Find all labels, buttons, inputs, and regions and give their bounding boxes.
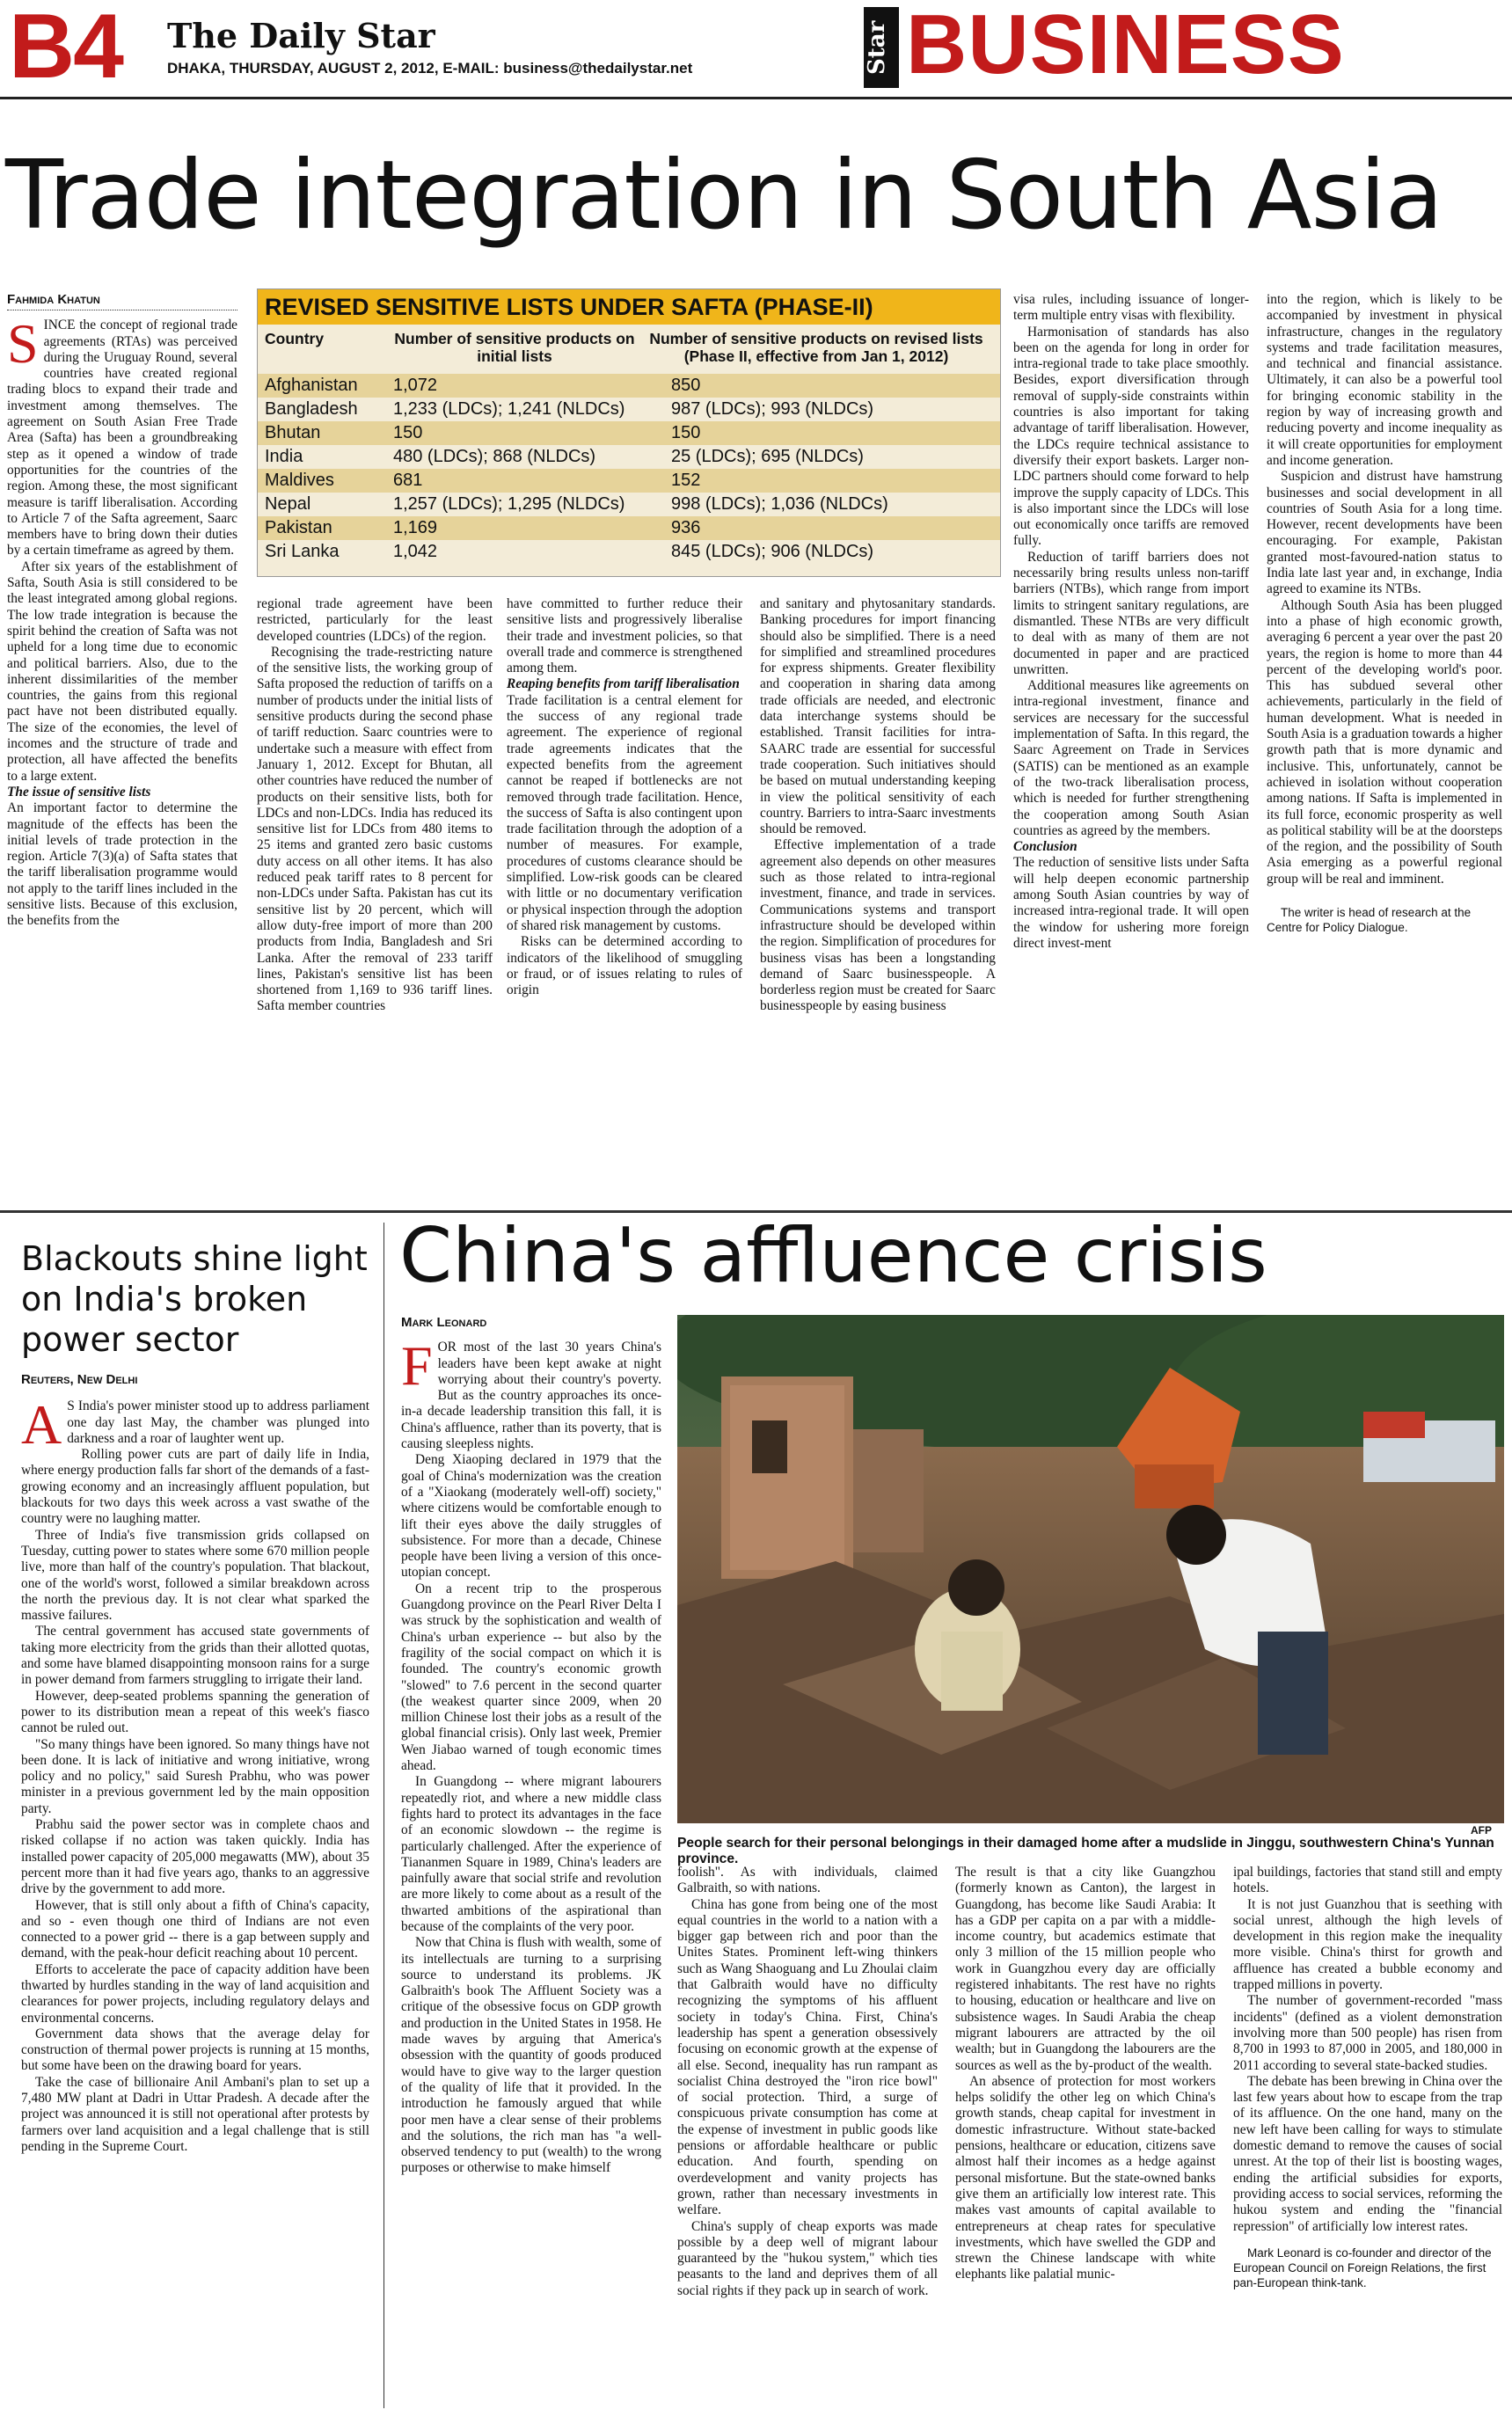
article1-col2 bbox=[257, 596, 493, 1015]
photo-credit: AFP bbox=[1471, 1824, 1492, 1836]
table-row bbox=[258, 516, 1000, 540]
paragraph: In Guangdong -- where migrant labourers repeatedly riot, and where a new middle class fights hard to protect its advantages in the face of an economic slowdown -- the regime is particularly challenged. After the experience of Tiananmen Square in 1989, China's leaders are painfully aware that social strife and revolution are more likely to come about as a result of the thwarted ambitions of the aspirational than because of the complaints of the very poor. bbox=[401, 1774, 661, 1934]
cell-revised: 152 bbox=[671, 471, 701, 490]
paragraph: Efforts to accelerate the pace of capacity addition have been thwarted by hurdles standing in the way of land acquisition and clearances for power projects, including regulatory delays and environmental concerns. bbox=[21, 1961, 369, 2026]
paragraph: An absence of protection for most workers helps solidify the other leg on which China's growth stands, cheap capital for investment in domestic infrastructure. Without state-backed pensions, healthcare or education, citizens save almost half their incomes as a hedge against personal misfortune. But the state-owned banks give them an artificially low interest rate. This makes vast amounts of capital available to entrepreneurs at cheap rates for speculative investments, which have swelled the GDP and strewn the Chinese landscape with white elephants like palatial munic- bbox=[955, 2073, 1216, 2282]
paragraph: Take the case of billionaire Anil Ambani's plan to set up a 7,480 MW plant at Dadri in Uttar Pradesh. A decade after the project was announced it is still not operational after protests by farmers over land acquisition and a legal challenge that is still pending in the Supreme Court. bbox=[21, 2074, 369, 2154]
masthead bbox=[0, 0, 1512, 99]
article1-byline: Fahmida Khatun bbox=[7, 292, 237, 310]
paragraph: have committed to further reduce their sensitive lists and progressively liberalise their trade and investment policies, so that overall trade and commerce is strengthened among them. bbox=[507, 596, 742, 676]
paragraph: However, that is still only about a fifth of China's capacity, and so - even though one third of Indians are not even connected to a power grid -- there is a gap between supply and demand, with the peak-hour deficit reaching about 10 percent. bbox=[21, 1897, 369, 1961]
paragraph: Additional measures like agreements on intra-regional investment, finance and services are necessary for the successful implementation of Safta. In this regard, the Saarc Agreement on Trade in Services (SATIS) can be mentioned as an example of the two-track liberalisation process, which is needed for further strengthening the cooperation among South Asian countries as agreed by the members. bbox=[1013, 678, 1249, 838]
dateline: DHAKA, THURSDAY, AUGUST 2, 2012, E-MAIL: business@thedailystar.net bbox=[167, 60, 693, 77]
cell-country: Nepal bbox=[265, 494, 311, 514]
table-row bbox=[258, 374, 1000, 398]
table-row bbox=[258, 445, 1000, 469]
header-revised: Number of sensitive products on revised lists (Phase II, effective from Jan 1, 2012) bbox=[649, 330, 983, 365]
table-row bbox=[258, 421, 1000, 445]
drop-cap-s: S bbox=[7, 312, 39, 376]
paragraph: Rolling power cuts are part of daily life in India, where energy production falls far short of the demands of a fast-growing economy and an increasingly affluent population, but blackouts for two days this week across a vast swathe of the country were no laughing matter. bbox=[21, 1447, 369, 1527]
subhead: Conclusion bbox=[1013, 839, 1077, 855]
article3-headline: China's affluence crisis bbox=[399, 1212, 1267, 1300]
table-header-row bbox=[258, 325, 1000, 374]
paragraph: The result is that a city like Guangzhou (formerly known as Canton), the largest in Guangdong, has become like Saudi Arabia: It has a GDP per capita on a par with a middle-income country, but academics estimate that only 3 million of the 15 million people who work in Guangzhou every day are officially registered inhabitants. The rest have no rights to housing, education or healthcare and live on subsistence wages. In Saudi Arabia the cheap migrant labourers are attracted by the oil wealth; but in Guangdong the labourers are the sources as well as the by-product of the wealth. bbox=[955, 1865, 1216, 2073]
paragraph: The number of government-recorded "mass incidents" (defined as a violent demonstration involving more than 500 people) has risen from 8,700 in 1993 to 87,000 in 2005, and 180,000 in 2011 according to several state-backed studies. bbox=[1233, 1993, 1502, 2073]
drop-cap-f: F bbox=[401, 1334, 433, 1398]
star-logo: Star bbox=[864, 7, 899, 88]
paragraph: On a recent trip to the prosperous Guangdong province on the Pearl River Delta I was struck by the sophistication and wealth of China's urban experience -- but also by the fragility of the social compact on which it is founded. The country's economic growth "slowed" to 7.6 percent in the second quarter (the weakest quarter since 2009, when 20 million Chinese lost their jobs as a result of the global financial crisis). Only last week, Premier Wen Jiabao warned of tough economic times ahead. bbox=[401, 1581, 661, 1774]
table-row bbox=[258, 469, 1000, 493]
paragraph: China's supply of cheap exports was made possible by a deep well of migrant labour guaranteed by the "hukou system," which ties peasants to the land and deprives them of all social rights if they pack up in search of work. bbox=[677, 2218, 938, 2298]
article2-headline: Blackouts shine light on India's broken power sector bbox=[21, 1239, 368, 1359]
article1-col3 bbox=[507, 596, 742, 998]
header-country: Country bbox=[265, 330, 325, 347]
photo-illustration bbox=[677, 1315, 1504, 1823]
cell-revised: 936 bbox=[671, 518, 701, 537]
cell-country: Afghanistan bbox=[265, 376, 358, 395]
paragraph: INCE the concept of regional trade agreements (RTAs) was perceived during the Uruguay Round, several countries have created regional trading blocs to expand their trade and investment among themselves. The agreement on South Asian Free Trade Area (Safta) has been a groundbreaking step as it opened a window of trade opportunities for the countries of the region. Among these, the most significant measure is tariff liberalisation. According to Article 7 of the Safta agreement, Saarc members have to bring down their duties by a certain timeframe as agreed by them. bbox=[7, 318, 237, 559]
paragraph: and sanitary and phytosanitary standards. Banking procedures for import financing should also be simplified. There is a need for simplified and streamlined procedures for express shipments. Greater flexibility and cooperation in sharing data among trade officials are needed, and electronic data interchange systems should be established. Transit facilities for intra-SAARC trade are essential for successful trade cooperation. Such initiatives should be based on mutual understanding keeping in view the political sensitivity of each country. Barriers to intra-Saarc investments should be removed. bbox=[760, 596, 996, 837]
cell-initial: 1,257 (LDCs); 1,295 (NLDCs) bbox=[393, 494, 625, 514]
mudslide-photo bbox=[677, 1315, 1504, 1823]
drop-cap-a: A bbox=[21, 1393, 62, 1457]
cell-country: Maldives bbox=[265, 471, 334, 490]
paragraph: After six years of the establishment of Safta, South Asia is still considered to be the least integrated among global regions. The low trade integration is because the spirit behind the creation of Safta was not upheld for a long time due to economic and political barriers. Also, due to the inherent dissimilarities of the member countries, the gains from this regional pact have not been distributed equally. The size of the economies, the level of incomes and the structure of trade and protection, all have affected the benefits to a large extent. bbox=[7, 559, 237, 784]
sensitive-lists-table bbox=[257, 288, 1001, 577]
header-initial: Number of sensitive products on initial lists bbox=[394, 330, 635, 365]
subhead: The issue of sensitive lists bbox=[7, 784, 151, 800]
paragraph: ipal buildings, factories that stand still and empty hotels. bbox=[1233, 1865, 1502, 1896]
paragraph: An important factor to determine the magnitude of the effects has been the initial levels of trade protection in the region. Article 7(3)(a) of Safta states that the tariff liberalisation programme would not apply to the tariff lines included in the sensitive lists. Because of this exclusion, the benefits from the bbox=[7, 800, 237, 929]
cell-revised: 850 bbox=[671, 376, 701, 395]
paragraph: China has gone from being one of the most equal countries in the world to a nation with a bigger gap between rich and poor than the Unites States. Prominent left-wing thinkers such as Wang Shaoguang and Lu Zhoulai claim that Galbraith would have no difficulty recognizing the symptoms of his affluent society in today's China. First, China's leadership has spent a generation obsessively focusing on economic growth at the expense of all else. Second, inequality has run rampant as socialist China destroyed the "iron rice bowl" of social protection. Third, a surge of conspicuous private consumption has come at the expense of investment in public goods like pensions or affordable healthcare or public education. And fourth, spending on overdevelopment and vanity projects has grown, rather than necessary investments in welfare. bbox=[677, 1896, 938, 2218]
paragraph: Recognising the trade-restricting nature of the sensitive lists, the working group of Safta proposed the reduction of tariffs on a number of products under the initial lists of sensitive products during the second phase of tariff reduction. Saarc countries were to undertake such a measure with effect from January 1, 2012. Except for Bhutan, all other countries have reduced the number of products on their sensitive lists, both for LDCs and non-LDCs. India has reduced its sensitive list for LDCs from 480 items to 25 items and granted zero basic customs duty access on all other items. It has also reduced peak tariff rates to 8 percent for non-LDCs under Safta. Pakistan has cut its sensitive list by 20 percent, which will allow duty-free import of more than 200 products from India, Bangladesh and Sri Lanka. After the removal of 233 tariff lines, Pakistan's sensitive list has been shortened from 1,169 to 936 tariff lines. Safta member countries bbox=[257, 644, 493, 1014]
paper-name[interactable]: The Daily Star bbox=[167, 16, 435, 55]
paragraph: Although South Asia has been plugged into a phase of high economic growth, averaging 6 percent a year over the past 20 years, the region is home to more than 44 percent of the developing world's poor. This has subdued several other achievements, particularly in the field of human development. What is needed in South Asia is a graduation towards a higher growth path that is more dynamic and inclusive. This, unfortunately, cannot be achieved in isolation without cooperation among nations. If Safta is implemented in its full force, economic prosperity as well as political stability will be at the doorsteps of the region, and the possibility of South Asia emerging as a powerful regional group will be real and imminent. bbox=[1267, 597, 1503, 887]
cell-initial: 1,042 bbox=[393, 542, 438, 561]
paragraph: regional trade agreement have been restricted, particularly for the least developed countries (LDCs) of the region. bbox=[257, 596, 493, 644]
paragraph: Reduction of tariff barriers does not necessarily bring results unless non-tariff barriers (NTBs), which range from import limits to stringent sanitary regulations, are dismantled. These NTBs are very difficult to deal with as many of them are not documented in paper and are practiced unwritten. bbox=[1013, 549, 1249, 677]
article1-headline: Trade integration in South Asia bbox=[5, 141, 1443, 251]
page-number: B4 bbox=[9, 0, 122, 98]
article2-body bbox=[21, 1372, 369, 2155]
article3-col1 bbox=[401, 1315, 661, 2177]
article3-col2 bbox=[677, 1865, 938, 2299]
paragraph: The reduction of sensitive lists under Safta will help deepen economic partnership among South Asian countries by way of increased intra-regional trade. It will open the window for ushering more foreign direct invest-ment bbox=[1013, 855, 1249, 951]
article1-col5 bbox=[1013, 292, 1249, 952]
paragraph: Prabhu said the power sector was in complete chaos and risked collapse if no action was taken quickly. India has installed power capacity of 205,000 megawatts (MW), about 35 percent more than it had five years ago, thanks to an aggressive drive by the government to add more. bbox=[21, 1817, 369, 1897]
column-divider bbox=[383, 1223, 384, 2408]
paragraph: Now that China is flush with wealth, some of its intellectuals are turning to a surprising source to understand its problems. JK Galbraith's book The Affluent Society was a critique of the obsessive focus on GDP growth and production in the United States in 1958. He made waves by arguing that America's obsession with the quantity of goods produced would have to give way to the larger question of the quality of life that it provided. In the introduction he famously argued that while poor men have a clear sense of their problems and the solutions, the rich man has "a well-observed tendency to put (wealth) to the wrong purposes or otherwise to make himself bbox=[401, 1935, 661, 2176]
subhead: Reaping benefits from tariff liberalisation bbox=[507, 676, 740, 692]
paragraph: S India's power minister stood up to address parliament one day last May, the chamber was plunged into darkness and a roar of laughter went up. bbox=[67, 1398, 369, 1446]
paragraph: Risks can be determined according to indicators of the likelihood of smuggling or fraud, or of issues relating to rules of origin bbox=[507, 934, 742, 998]
article1-col4 bbox=[760, 596, 996, 1015]
cell-revised: 150 bbox=[671, 423, 701, 442]
photo-caption: People search for their personal belongings in their damaged home after a mudslide in Jinggu, southwestern China's Yunnan province. bbox=[677, 1836, 1494, 1866]
article3-col4 bbox=[1233, 1865, 1502, 2290]
cell-country: India bbox=[265, 447, 303, 466]
table-row bbox=[258, 493, 1000, 516]
cell-initial: 681 bbox=[393, 471, 423, 490]
cell-country: Bhutan bbox=[265, 423, 321, 442]
cell-country: Bangladesh bbox=[265, 399, 358, 419]
paragraph: Three of India's five transmission grids collapsed on Tuesday, cutting power to states where some 670 million people live, more than half of the country's population. That blackout, one of the world's worst, followed a similar breakdown across the north the previous day. It is not clear what sparked the massive failures. bbox=[21, 1527, 369, 1624]
table-title: REVISED SENSITIVE LISTS UNDER SAFTA (PHASE-II) bbox=[258, 289, 1000, 325]
cell-country: Sri Lanka bbox=[265, 542, 340, 561]
paragraph: Harmonisation of standards has also been on the agenda for long in order for intra-regional trade to take place smoothly. Besides, export diversification through removal of supply-side constraints within countries is also important for taking advantage of tariff liberalisation. However, the LDCs require technical assistance to diversify their export baskets. Larger non-LDC partners should come forward to help improve the supply capacity of LDCs. This is also important since the LDCs will lose out economically once tariffs are removed fully. bbox=[1013, 324, 1249, 549]
cell-revised: 845 (LDCs); 906 (NLDCs) bbox=[671, 542, 874, 561]
cell-initial: 1,169 bbox=[393, 518, 438, 537]
cell-revised: 25 (LDCs); 695 (NLDCs) bbox=[671, 447, 864, 466]
cell-initial: 1,072 bbox=[393, 376, 438, 395]
author-note: The writer is head of research at the Centre for Policy Dialogue. bbox=[1267, 905, 1472, 934]
table-row bbox=[258, 540, 1000, 564]
paragraph: It is not just Guanzhou that is seething with social unrest, although the high levels of development in this region make the inequality more visible. China's thirst for growth and affluence has created a bubble economy and trapped millions in poverty. bbox=[1233, 1896, 1502, 1993]
cell-revised: 998 (LDCs); 1,036 (NLDCs) bbox=[671, 494, 888, 514]
cell-initial: 480 (LDCs); 868 (NLDCs) bbox=[393, 447, 596, 466]
article3-byline: Mark Leonard bbox=[401, 1315, 487, 1330]
paragraph: visa rules, including issuance of longer-term multiple entry visas with flexibility. bbox=[1013, 292, 1249, 324]
cell-initial: 150 bbox=[393, 423, 423, 442]
paragraph: into the region, which is likely to be accompanied by investment in physical infrastructure, changes in the regulatory systems and trade facilitation measures, and technical and financial assistance. Ultimately, it can also be a powerful tool for bringing economic stability in the region by way of increasing growth and reducing poverty and income inequality as it will create opportunities for employment and income generation. bbox=[1267, 292, 1502, 468]
paragraph: Government data shows that the average delay for construction of thermal power projects is running at 15 months, but some have been on the drawing board for years. bbox=[21, 2026, 369, 2074]
author-note: Mark Leonard is co-founder and director of the European Council on Foreign Relations, the first pan-European think-tank. bbox=[1233, 2245, 1492, 2289]
cell-country: Pakistan bbox=[265, 518, 332, 537]
paragraph: However, deep-seated problems spanning the generation of power to its distribution mean a repeat of this week's fiasco cannot be ruled out. bbox=[21, 1688, 369, 1736]
cell-initial: 1,233 (LDCs); 1,241 (NLDCs) bbox=[393, 399, 625, 419]
paragraph: OR most of the last 30 years China's leaders have been kept awake at night worrying about their country's poverty. But as the country approaches its once-in-a decade leadership transition this fall, it is China's affluence, rather than its poverty, that is causing sleepless nights. bbox=[401, 1340, 661, 1452]
paragraph: Suspicion and distrust have hamstrung businesses and social development in all countries of South Asia for a long time. However, recent developments have been encouraging. For example, Pakistan granted most-favoured-nation status to India late last year and, in exchange, India agreed to examine its NTBs. bbox=[1267, 469, 1502, 597]
section-title: BUSINESS bbox=[906, 0, 1345, 91]
article2-byline: Reuters, New Delhi bbox=[21, 1372, 138, 1387]
paragraph: The debate has been brewing in China over the last few years about how to escape from the trap of its affluence. On the one hand, many on the new left have been calling for ways to stimulate domestic demand to remove the causes of social unrest. At the top of their list is boosting wages, ending the artificial subsidies for exports, providing access to social services, reforming the hukou system and ending the "financial repression" of artificially low interest rates. bbox=[1233, 2073, 1502, 2234]
paragraph: The central government has accused state governments of taking more electricity from the grids than their allotted quotas, and some have blamed disappointing monsoon rains for a surge in power demand from farmers struggling to irrigate their land. bbox=[21, 1624, 369, 1688]
article1-col1 bbox=[7, 292, 237, 930]
paragraph: foolish". As with individuals, claimed Galbraith, so with nations. bbox=[677, 1865, 938, 1896]
table-row bbox=[258, 398, 1000, 421]
article1-col6 bbox=[1267, 292, 1502, 935]
paragraph: Trade facilitation is a central element for the success of any regional trade agreement. The experience of regional trade agreements indicates that the expected benefits from the agreement cannot be reaped if bottlenecks are not removed through trade facilitation. Hence, the success of Safta is also contingent upon trade facilitation through the adoption of a number of measures. For example, procedures of customs clearance should be simplified. Low-risk goods can be cleared with little or no documentary verification or physical inspection through the adoption of shared risk management by customs. bbox=[507, 692, 742, 933]
paragraph: Deng Xiaoping declared in 1979 that the goal of China's modernization was the creation of a "Xiaokang (moderately well-off) society," where citizens would be comfortable enough to lift their eyes above the daily struggles of subsistence. For more than a decade, Chinese people have been living a version of this once-utopian concept. bbox=[401, 1452, 661, 1581]
cell-revised: 987 (LDCs); 993 (NLDCs) bbox=[671, 399, 874, 419]
paragraph: "So many things have been ignored. So many things have not been done. It is lack of initiative and wrong initiative, wrong policy and no policy," said Suresh Prabhu, who was power minister in a previous government led by the main opposition party. bbox=[21, 1736, 369, 1816]
article3-col3 bbox=[955, 1865, 1216, 2283]
paragraph: Effective implementation of a trade agreement also depends on other measures such as those related to intra-regional investment, finance, and trade in services. Communications systems and transport infrastructure should be developed within the region. Simplification of procedures for business visas has been a longstanding demand of Saarc businesspeople. A borderless region must be created for Saarc businesspeople by easing business bbox=[760, 837, 996, 1014]
